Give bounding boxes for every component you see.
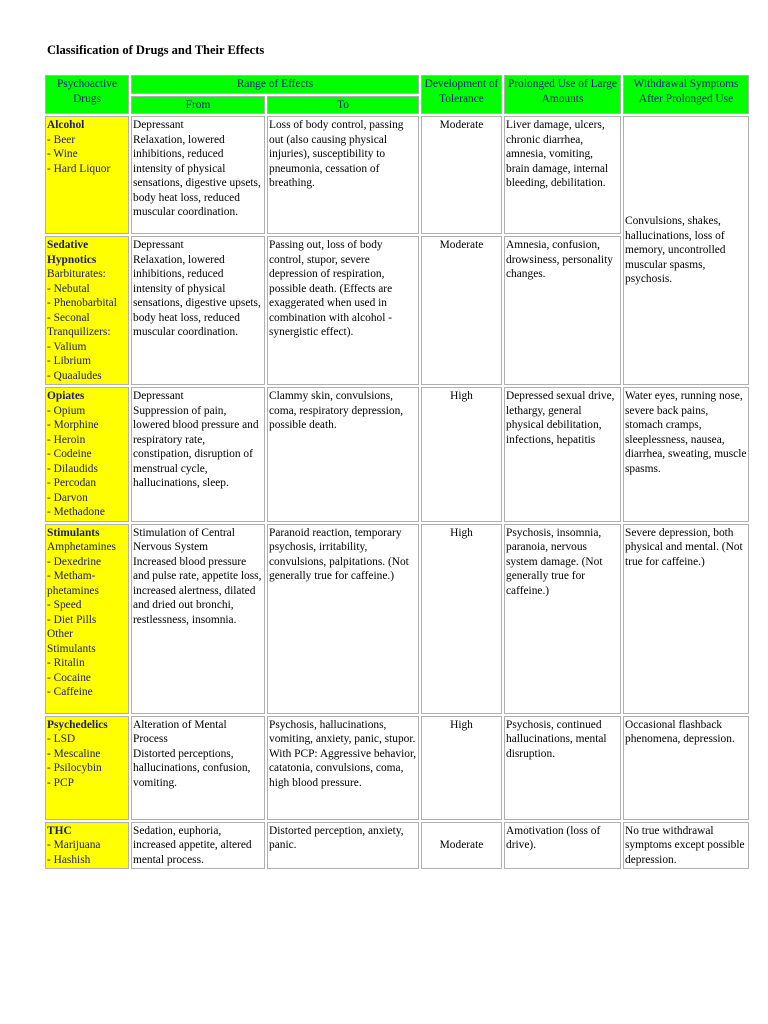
- drug-cell: [45, 387, 129, 522]
- drug-examples: Amphetamines - Dexedrine - Metham- phetamines - Speed - Diet Pills Other Stimulants - Ritalin - Cocaine - Caffeine: [47, 541, 116, 698]
- withdrawal-cell: Water eyes, running nose, severe back pains, stomach cramps, sleeplessness, nausea, diarrhea, sweating, muscle spasms.: [623, 387, 749, 522]
- drug-class-name: Sedative Hypnotics: [47, 239, 97, 266]
- effects-from-cell: Sedation, euphoria, increased appetite, altered mental process.: [131, 822, 265, 870]
- withdrawal-cell: Convulsions, shakes, hallucinations, loss of memory, uncontrolled muscular spasms, psychosis.: [623, 116, 749, 385]
- header-from: From: [131, 96, 265, 115]
- effects-from-cell: Stimulation of Central Nervous System Increased blood pressure and pulse rate, appetite loss, increased alertness, dilated and dried out bronchi, restlessness, insomnia.: [131, 524, 265, 714]
- prolonged-use-cell: Amotivation (loss of drive).: [504, 822, 621, 870]
- tolerance-cell: Moderate: [421, 822, 502, 870]
- tolerance-cell: High: [421, 387, 502, 522]
- withdrawal-cell: Severe depression, both physical and mental. (Not true for caffeine.): [623, 524, 749, 714]
- effects-to-cell: Distorted perception, anxiety, panic.: [267, 822, 419, 870]
- drug-cell: [45, 822, 129, 870]
- prolonged-use-cell: Psychosis, insomnia, paranoia, nervous system damage. (Not generally true for caffeine.): [504, 524, 621, 714]
- effects-to-cell: Psychosis, hallucinations, vomiting, anxiety, panic, stupor. With PCP: Aggressive behavior, catatonia, convulsions, coma, high blood pressure.: [267, 716, 419, 820]
- drug-class-name: Psychedelics: [47, 718, 108, 731]
- table-row: [45, 716, 749, 820]
- withdrawal-cell: Occasional flashback phenomena, depression.: [623, 716, 749, 820]
- drug-cell: [45, 116, 129, 234]
- drug-examples: - Marijuana - Hashish: [47, 839, 101, 866]
- header-range-of-effects: Range of Effects: [131, 75, 419, 94]
- prolonged-use-cell: Amnesia, confusion, drowsiness, personality changes.: [504, 236, 621, 385]
- tolerance-cell: Moderate: [421, 116, 502, 234]
- effects-to-cell: Paranoid reaction, temporary psychosis, irritability, convulsions, palpitations. (Not generally true for caffeine.): [267, 524, 419, 714]
- header-withdrawal-symptoms: Withdrawal Symptoms After Prolonged Use: [623, 75, 749, 114]
- drug-examples: - Opium - Morphine - Heroin - Codeine - Dilaudids - Percodan - Darvon - Methadone: [47, 404, 105, 518]
- table-row: [45, 524, 749, 714]
- effects-to-cell: Loss of body control, passing out (also causing physical injuries), susceptibility to pneumonia, cessation of breathing.: [267, 116, 419, 234]
- effects-from-cell: Depressant Relaxation, lowered inhibitions, reduced intensity of physical sensations, digestive upsets, body heat loss, reduced muscular coordination.: [131, 116, 265, 234]
- effects-from-cell: Alteration of Mental Process Distorted perceptions, hallucinations, confusion, vomiting.: [131, 716, 265, 820]
- drug-examples: - Beer - Wine - Hard Liquor: [47, 133, 111, 175]
- table-row: [45, 116, 749, 234]
- prolonged-use-cell: Psychosis, continued hallucinations, mental disruption.: [504, 716, 621, 820]
- drug-class-name: THC: [47, 824, 72, 837]
- header-to: To: [267, 96, 419, 115]
- header-prolonged-use: Prolonged Use of Large Amounts: [504, 75, 621, 114]
- effects-from-cell: Depressant Relaxation, lowered inhibitions, reduced intensity of physical sensations, digestive upsets, body heat loss, reduced muscular coordination.: [131, 236, 265, 385]
- tolerance-cell: High: [421, 524, 502, 714]
- drug-cell: [45, 716, 129, 820]
- drug-class-name: Stimulants: [47, 526, 100, 539]
- document-title: Classification of Drugs and Their Effects: [47, 43, 265, 57]
- header-development-of-tolerance: Development of Tolerance: [421, 75, 502, 114]
- tolerance-cell: Moderate: [421, 236, 502, 385]
- tolerance-cell: High: [421, 716, 502, 820]
- drug-class-name: Opiates: [47, 390, 85, 402]
- table-row: [45, 387, 749, 522]
- drug-cell: [45, 524, 129, 714]
- drug-examples: - LSD - Mescaline - Psilocybin - PCP: [47, 733, 102, 789]
- withdrawal-cell: No true withdrawal symptoms except possible depression.: [623, 822, 749, 870]
- effects-from-cell: Depressant Suppression of pain, lowered blood pressure and respiratory rate, constipation, disruption of menstrual cycle, hallucinations, sleep.: [131, 387, 265, 522]
- drug-examples: Barbiturates: - Nebutal - Phenobarbital - Seconal Tranquilizers: - Valium - Librium - Quaaludes: [47, 268, 117, 382]
- drug-cell: [45, 236, 129, 385]
- table-row: [45, 822, 749, 870]
- prolonged-use-cell: Depressed sexual drive, lethargy, general physical debilitation, infections, hepatitis: [504, 387, 621, 522]
- effects-to-cell: Passing out, loss of body control, stupor, severe depression of respiration, possible death. (Effects are exaggerated when used in combination with alcohol - synergistic effect).: [267, 236, 419, 385]
- drug-classification-table: [43, 73, 751, 871]
- drug-class-name: Alcohol: [47, 119, 85, 131]
- prolonged-use-cell: Liver damage, ulcers, chronic diarrhea, amnesia, vomiting, brain damage, internal bleeding, debilitation.: [504, 116, 621, 234]
- header-psychoactive-drugs: Psychoactive Drugs: [45, 75, 129, 114]
- effects-to-cell: Clammy skin, convulsions, coma, respiratory depression, possible death.: [267, 387, 419, 522]
